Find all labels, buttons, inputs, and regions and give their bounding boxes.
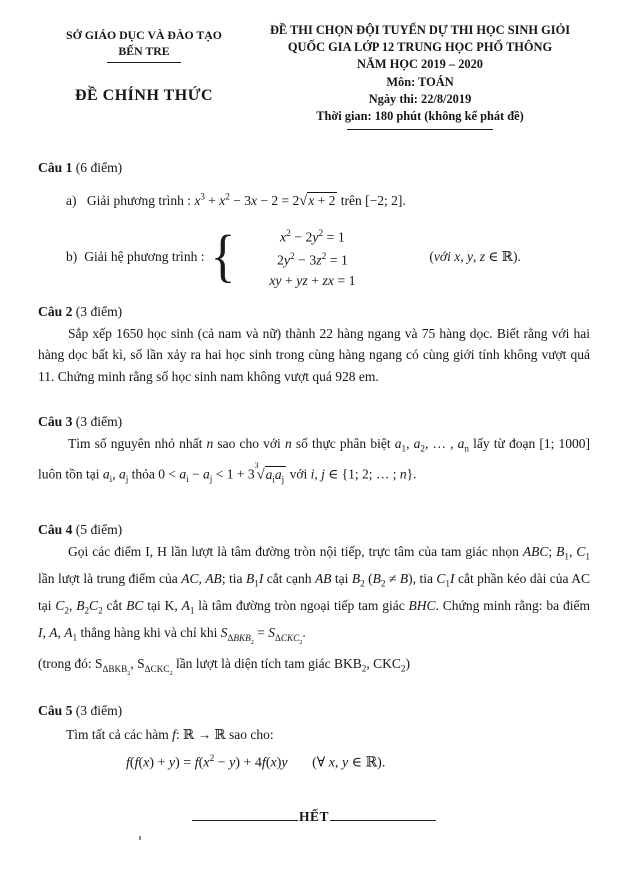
question-1 xyxy=(38,160,590,291)
part-label: a) xyxy=(66,192,77,208)
question-number: Câu 3 xyxy=(38,414,73,430)
end-line-right xyxy=(330,809,436,821)
exam-title-line1: ĐỀ THI CHỌN ĐỘI TUYỂN DỰ THI HỌC SINH GIỎI xyxy=(269,23,571,37)
question-1-heading xyxy=(38,160,590,176)
question-3-heading xyxy=(38,414,590,430)
question-1a xyxy=(66,185,590,212)
school-year: NĂM HỌC 2019 – 2020 xyxy=(357,57,483,72)
question-4-text: Gọi các điểm I, H lần lượt là tâm đường tròn nội tiếp, trực tâm của tam giác nhọn ABC; $B_1$, $C_1$ lần lượt là trung điểm của AC, AB; tia $B_1I$ cắt cạnh AB tại $B_2$ $(B_2 \ne B)$, tia $C_1I$ cắt phần kéo dài của AC tại $C_2$, $B_2C_2$ cắt BC tại K, $A_1$ là tâm đường tròn ngoại tiếp tam giác BHC. Chứng minh rằng: ba điểm I, A, $A_1$ thẳng hàng khi và chỉ khi $S_{\Delta BKB_2} = S_{\Delta CKC_2}$. xyxy=(38,543,591,646)
question-1b-intro: Giải hệ phương trình : xyxy=(84,249,205,265)
question-number: Câu 5 xyxy=(38,702,73,718)
issuer-department: SỞ GIÁO DỤC VÀ ĐÀO TẠO xyxy=(66,28,222,42)
equation-row: $2y^2 - 3z^2 = 1$ xyxy=(276,252,348,268)
question-2-text: Sắp xếp 1650 học sinh (cả nam và nữ) thành 22 hàng ngang và 75 hàng dọc. Biết rằng với hai hàng dọc bất kì, số lần xảy ra hai học sinh trong cùng hàng ngang có cùng giới tính không vượt quá 11. Chứng minh rằng số học sinh nam không vượt quá 928 em. xyxy=(38,325,590,384)
exam-header xyxy=(38,22,590,130)
question-number: Câu 1 xyxy=(38,160,73,176)
question-points: (3 điểm) xyxy=(75,414,123,430)
question-1b xyxy=(66,224,590,291)
question-5-heading xyxy=(38,703,590,719)
question-5 xyxy=(38,703,590,776)
question-points: (3 điểm) xyxy=(75,303,123,319)
question-4-heading xyxy=(38,522,590,538)
duration: Thời gian: 180 phút (không kể phát đề) xyxy=(316,109,524,124)
question-3-text: Tìm số nguyên nhỏ nhất n sao cho với n số thực phân biệt $a_1$, $a_2$, … , $a_n$ lấy từ đoạn [1; 1000] luôn tồn tại $a_i$, $a_j$ thỏa $0 < a_i - a_j < 1 + 3^3√a_ia_j$ với i, j ∈ {1; 2; … ; n}. xyxy=(38,436,590,485)
question-4-note: (trong đó: $S_{\Delta BKB_2}$, $S_{\Delta CKC_2}$ lần lượt là diện tích tam giác $BKB_2$, $CKC_2$) xyxy=(38,656,410,677)
official-exam-stamp: ĐỀ CHÍNH THỨC xyxy=(74,87,214,104)
scan-artifact-speck xyxy=(139,836,141,840)
question-points: (3 điểm) xyxy=(75,702,123,718)
question-1b-domain-note: (với x, y, z ∈ ℝ). xyxy=(429,249,521,265)
exam-date: Ngày thi: 22/8/2019 xyxy=(368,91,472,106)
subject: Môn: TOÁN xyxy=(386,74,454,89)
question-points: (6 điểm) xyxy=(75,160,123,176)
title-underline xyxy=(347,129,493,130)
equation-system xyxy=(237,224,387,291)
exam-title-block xyxy=(250,22,590,130)
question-number: Câu 2 xyxy=(38,303,73,319)
question-3 xyxy=(38,414,590,491)
system-brace: { xyxy=(210,224,236,289)
question-2 xyxy=(38,304,590,387)
question-points: (5 điểm) xyxy=(75,521,123,537)
question-4 xyxy=(38,522,590,684)
issuer-province: BẾN TRE xyxy=(118,44,170,58)
question-number: Câu 4 xyxy=(38,521,73,537)
question-5-formula: $f(f(x) + y) = f(x^2 - y) + 4f(x)y$ (∀ x, y ∈ ℝ). xyxy=(126,753,386,771)
equation-row: $x^2 - 2y^2 = 1$ xyxy=(280,228,345,245)
exam-title-line2: QUỐC GIA LỚP 12 TRUNG HỌC PHỔ THÔNG xyxy=(287,40,553,55)
part-label: b) xyxy=(66,249,78,265)
equation-row: xy + yz + zx = 1 xyxy=(269,272,356,288)
question-5-intro: Tìm tất cả các hàm f: ℝ → ℝ sao cho: xyxy=(66,726,274,742)
end-label: HẾT xyxy=(298,809,329,825)
end-line-left xyxy=(192,809,298,821)
issuer-block xyxy=(38,22,250,130)
end-of-exam-marker xyxy=(38,809,590,825)
issuer-underline xyxy=(107,62,181,63)
question-2-heading xyxy=(38,304,590,320)
exam-body xyxy=(38,160,590,775)
question-1a-text: Giải phương trình : $x^3 + x^2 - 3x - 2 = 2√x + 2$ trên [−2; 2]. xyxy=(86,191,406,209)
